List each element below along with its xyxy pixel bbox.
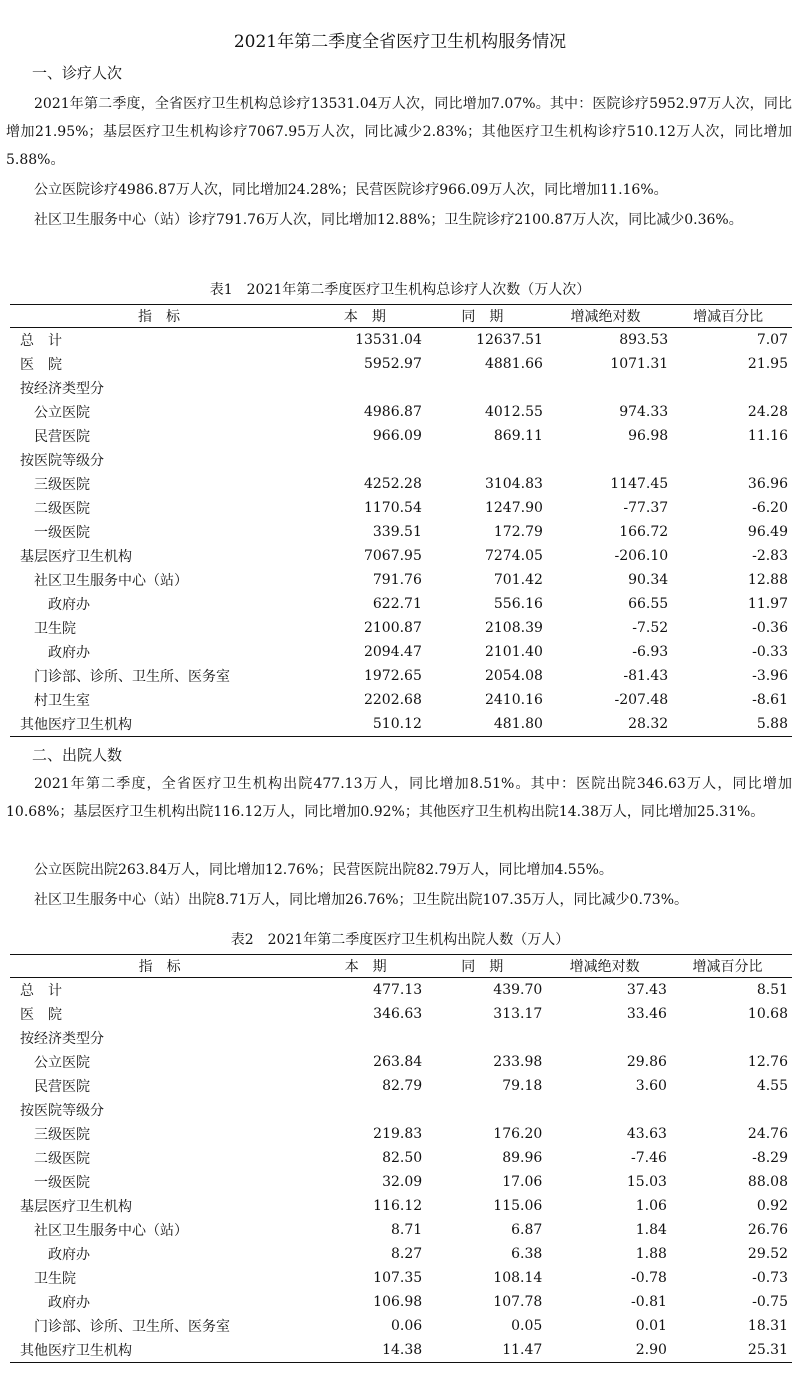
table-row [10, 688, 792, 712]
cell-previous: 3104.83 [484, 476, 543, 492]
cell-percent-change: 8.51 [756, 982, 788, 998]
table1-header-absolute-change: 增减绝对数 [543, 305, 668, 328]
table-row [10, 712, 792, 737]
cell-current: 82.50 [382, 1150, 423, 1166]
cell-current [309, 1098, 422, 1122]
cell-percent-change: 26.76 [747, 1222, 788, 1238]
cell-absolute-change [542, 1026, 667, 1050]
cell-previous: 869.11 [493, 428, 543, 444]
cell-current: 106.98 [373, 1294, 423, 1310]
cell-current: 13531.04 [355, 332, 422, 348]
cell-percent-change: 25.31 [667, 1338, 792, 1363]
table-row [10, 352, 792, 376]
cell-current [308, 376, 422, 400]
cell-current: 219.83 [373, 1126, 423, 1142]
section2-heading: 二、出院人数 [32, 746, 123, 764]
table2-header-row [10, 955, 792, 978]
table-row [10, 1170, 792, 1194]
cell-percent-change: 21.95 [747, 356, 788, 372]
row-label: 其他医疗卫生机构 [10, 712, 308, 737]
table-row [10, 1026, 792, 1050]
table1-header-percent-change: 增减百分比 [668, 305, 792, 328]
cell-current [308, 448, 422, 472]
cell-percent-change: 24.28 [747, 404, 788, 420]
cell-percent-change: 7.07 [756, 332, 788, 348]
table2-header-absolute-change: 增减绝对数 [542, 955, 667, 978]
table-row [10, 544, 792, 568]
cell-percent-change [668, 448, 792, 472]
cell-current: 622.71 [372, 596, 422, 612]
cell-previous: 4012.55 [484, 404, 543, 420]
cell-absolute-change: -7.46 [631, 1150, 667, 1166]
cell-current: 14.38 [309, 1338, 422, 1363]
row-label: 政府办 [48, 597, 90, 613]
cell-absolute-change: 90.34 [628, 572, 669, 588]
section1-paragraph-3: 社区卫生服务中心（站）诊疗791.76万人次，同比增加12.88%；卫生院诊疗2100.87万人次，同比减少0.36%。 [34, 212, 743, 228]
cell-absolute-change [543, 376, 668, 400]
cell-percent-change: 11.97 [747, 596, 788, 612]
section1-heading: 一、诊疗人次 [32, 64, 123, 82]
cell-percent-change: 24.76 [747, 1126, 788, 1142]
table-row [10, 664, 792, 688]
cell-previous [422, 1098, 542, 1122]
document-title: 2021年第二季度全省医疗卫生机构服务情况 [233, 32, 567, 52]
cell-absolute-change: 974.33 [619, 404, 669, 420]
cell-percent-change: 18.31 [747, 1318, 788, 1334]
table2-body [10, 978, 792, 1363]
cell-absolute-change: 33.46 [626, 1006, 667, 1022]
cell-percent-change [668, 376, 792, 400]
row-label: 一级医院 [34, 525, 90, 541]
cell-percent-change: -0.73 [752, 1270, 788, 1286]
table2-header-previous: 同 期 [422, 955, 542, 978]
cell-percent-change: -0.75 [752, 1294, 788, 1310]
row-label: 按经济类型分 [20, 381, 104, 397]
cell-absolute-change: -7.52 [632, 620, 669, 636]
table1-caption: 表1 2021年第二季度医疗卫生机构总诊疗人次数（万人次） [209, 282, 591, 298]
table-row [10, 328, 792, 353]
row-label: 卫生院 [34, 621, 76, 637]
cell-absolute-change: -0.81 [631, 1294, 667, 1310]
cell-previous: 2054.08 [484, 668, 543, 684]
table1-header-row [10, 305, 792, 328]
cell-percent-change [667, 1026, 792, 1050]
row-label: 三级医院 [34, 1127, 90, 1143]
cell-previous: 313.17 [493, 1006, 543, 1022]
cell-absolute-change: 96.98 [628, 428, 669, 444]
section1-paragraph-1: 2021年第二季度，全省医疗卫生机构总诊疗13531.04万人次，同比增加7.07%。其中：医院诊疗5952.97万人次，同比增加21.95%；基层医疗卫生机构诊疗7067.95万人次，同比减少2.83%；其他医疗卫生机构诊疗510.12万人次，同比增加5.88%。 [6, 96, 792, 168]
row-label: 总 计 [20, 983, 62, 999]
table-row [10, 1314, 792, 1338]
section2-paragraph-3: 社区卫生服务中心（站）出院8.71万人，同比增加26.76%；卫生院出院107.35万人，同比减少0.73%。 [34, 892, 689, 908]
row-label: 政府办 [48, 645, 90, 661]
table-row [10, 1266, 792, 1290]
cell-previous [422, 376, 543, 400]
row-label: 基层医疗卫生机构 [20, 1199, 132, 1215]
cell-absolute-change: 3.60 [635, 1078, 667, 1094]
cell-previous: 2108.39 [484, 620, 543, 636]
cell-previous: 2101.40 [484, 644, 543, 660]
cell-percent-change [667, 1098, 792, 1122]
cell-absolute-change: -207.48 [614, 692, 669, 708]
cell-absolute-change: -0.78 [631, 1270, 667, 1286]
row-label: 二级医院 [34, 501, 90, 517]
table-row [10, 978, 792, 1003]
cell-current: 0.06 [390, 1318, 423, 1334]
cell-current: 510.12 [308, 712, 422, 737]
row-label: 总 计 [20, 333, 62, 349]
table1-header-previous: 同 期 [422, 305, 543, 328]
table-row [10, 592, 792, 616]
cell-percent-change: 12.88 [747, 572, 788, 588]
cell-previous: 0.05 [511, 1318, 543, 1334]
cell-absolute-change: 15.03 [626, 1174, 667, 1190]
table2-caption: 表2 2021年第二季度医疗卫生机构出院人数（万人） [230, 932, 570, 948]
cell-current: 791.76 [372, 572, 422, 588]
cell-percent-change: 4.55 [756, 1078, 788, 1094]
cell-absolute-change: 28.32 [543, 712, 668, 737]
cell-absolute-change: -6.93 [632, 644, 669, 660]
cell-previous: 79.18 [502, 1078, 543, 1094]
cell-previous: 11.47 [422, 1338, 542, 1363]
cell-current: 346.63 [373, 1006, 423, 1022]
table-row [10, 1050, 792, 1074]
cell-previous: 172.79 [493, 524, 543, 540]
cell-percent-change: 10.68 [747, 1006, 788, 1022]
table-row [10, 1338, 792, 1363]
cell-previous: 2410.16 [484, 692, 543, 708]
table1-header-current: 本 期 [308, 305, 422, 328]
cell-absolute-change: 37.43 [626, 982, 667, 998]
table1-header-indicator: 指 标 [10, 305, 308, 328]
cell-previous: 7274.05 [484, 548, 543, 564]
section2-paragraph-1: 2021年第二季度，全省医疗卫生机构出院477.13万人，同比增加8.51%。其中：医院出院346.63万人，同比增加10.68%；基层医疗卫生机构出院116.12万人，同比增加0.92%；其他医疗卫生机构出院14.38万人，同比增加25.31%。 [6, 776, 792, 820]
row-label: 卫生院 [34, 1271, 76, 1287]
table-row [10, 1218, 792, 1242]
row-label: 一级医院 [34, 1175, 90, 1191]
cell-previous: 89.96 [502, 1150, 543, 1166]
cell-percent-change: 0.92 [756, 1198, 788, 1214]
row-label: 门诊部、诊所、卫生所、医务室 [34, 1319, 230, 1335]
cell-current: 82.79 [382, 1078, 423, 1094]
table-row [10, 400, 792, 424]
table-row [10, 1242, 792, 1266]
table-row [10, 376, 792, 400]
row-label: 政府办 [48, 1247, 90, 1263]
cell-current: 339.51 [372, 524, 422, 540]
table2-header-percent-change: 增减百分比 [667, 955, 792, 978]
cell-absolute-change: 1.84 [635, 1222, 667, 1238]
cell-percent-change: -8.61 [752, 692, 788, 708]
cell-previous: 12637.51 [476, 332, 543, 348]
cell-previous: 4881.66 [484, 356, 543, 372]
cell-previous: 481.80 [422, 712, 543, 737]
cell-current: 2202.68 [363, 692, 422, 708]
cell-percent-change: -0.33 [752, 644, 788, 660]
table-row [10, 1290, 792, 1314]
cell-percent-change: 11.16 [747, 428, 788, 444]
cell-previous: 6.87 [511, 1222, 543, 1238]
cell-absolute-change: 2.90 [542, 1338, 667, 1363]
cell-absolute-change: -206.10 [614, 548, 669, 564]
cell-current [309, 1026, 422, 1050]
table-row [10, 1098, 792, 1122]
row-label: 公立医院 [34, 405, 90, 421]
cell-current: 263.84 [373, 1054, 423, 1070]
table-row [10, 640, 792, 664]
cell-previous: 17.06 [502, 1174, 543, 1190]
row-label: 其他医疗卫生机构 [10, 1338, 309, 1363]
cell-percent-change: 12.76 [747, 1054, 788, 1070]
row-label: 社区卫生服务中心（站） [34, 1223, 188, 1239]
cell-current: 2094.47 [363, 644, 422, 660]
table-row [10, 568, 792, 592]
row-label: 门诊部、诊所、卫生所、医务室 [34, 669, 230, 685]
cell-absolute-change: 166.72 [619, 524, 669, 540]
cell-previous: 115.06 [493, 1198, 543, 1214]
cell-previous: 6.38 [511, 1246, 543, 1262]
cell-current: 8.71 [390, 1222, 423, 1238]
cell-absolute-change: 1071.31 [610, 356, 669, 372]
cell-previous: 176.20 [493, 1126, 543, 1142]
cell-current: 1972.65 [363, 668, 422, 684]
cell-current: 7067.95 [363, 548, 422, 564]
table-row [10, 448, 792, 472]
row-label: 二级医院 [34, 1151, 90, 1167]
cell-previous: 439.70 [493, 982, 543, 998]
section2-paragraph-2: 公立医院出院263.84万人，同比增加12.76%；民营医院出院82.79万人，同比增加4.55%。 [34, 862, 613, 878]
cell-current: 116.12 [373, 1198, 423, 1214]
table-row [10, 1074, 792, 1098]
cell-previous [422, 1026, 542, 1050]
table-row [10, 472, 792, 496]
cell-current: 32.09 [382, 1174, 423, 1190]
cell-percent-change: -2.83 [752, 548, 788, 564]
table2-header-current: 本 期 [309, 955, 422, 978]
cell-current: 4252.28 [363, 476, 422, 492]
cell-previous: 107.78 [493, 1294, 543, 1310]
section1-paragraph-2: 公立医院诊疗4986.87万人次，同比增加24.28%；民营医院诊疗966.09万人次，同比增加11.16%。 [34, 182, 668, 198]
cell-absolute-change: 893.53 [619, 332, 669, 348]
cell-current: 1170.54 [363, 500, 422, 516]
row-label: 村卫生室 [34, 693, 90, 709]
cell-current: 966.09 [372, 428, 422, 444]
cell-percent-change: -6.20 [752, 500, 788, 516]
cell-absolute-change: -77.37 [623, 500, 669, 516]
row-label: 政府办 [48, 1295, 90, 1311]
row-label: 按医院等级分 [20, 1103, 104, 1119]
table-row [10, 1146, 792, 1170]
row-label: 按经济类型分 [20, 1031, 104, 1047]
cell-absolute-change: 1.88 [635, 1246, 667, 1262]
row-label: 医 院 [20, 1007, 62, 1023]
table-row [10, 1122, 792, 1146]
cell-current: 2100.87 [363, 620, 422, 636]
row-label: 民营医院 [34, 1079, 90, 1095]
cell-current: 107.35 [373, 1270, 423, 1286]
cell-absolute-change: 29.86 [626, 1054, 667, 1070]
cell-absolute-change: 43.63 [626, 1126, 667, 1142]
cell-percent-change: -3.96 [752, 668, 788, 684]
cell-absolute-change: 0.01 [635, 1318, 667, 1334]
table1-body [10, 328, 792, 737]
cell-previous: 701.42 [493, 572, 543, 588]
table1 [10, 304, 792, 737]
cell-previous: 233.98 [493, 1054, 543, 1070]
row-label: 基层医疗卫生机构 [20, 549, 132, 565]
row-label: 社区卫生服务中心（站） [34, 573, 188, 589]
table-row [10, 1194, 792, 1218]
table2 [10, 954, 792, 1363]
cell-percent-change: 36.96 [747, 476, 788, 492]
cell-absolute-change [542, 1098, 667, 1122]
cell-current: 477.13 [373, 982, 423, 998]
cell-absolute-change: -81.43 [623, 668, 669, 684]
table-row [10, 520, 792, 544]
cell-percent-change: 29.52 [747, 1246, 788, 1262]
cell-absolute-change: 1.06 [635, 1198, 667, 1214]
cell-percent-change: 88.08 [747, 1174, 788, 1190]
cell-percent-change: 5.88 [668, 712, 792, 737]
cell-previous [422, 448, 543, 472]
row-label: 三级医院 [34, 477, 90, 493]
row-label: 公立医院 [34, 1055, 90, 1071]
cell-absolute-change: 1147.45 [610, 476, 669, 492]
table-row [10, 1002, 792, 1026]
cell-percent-change: -8.29 [752, 1150, 788, 1166]
table-row [10, 496, 792, 520]
cell-current: 8.27 [390, 1246, 423, 1262]
row-label: 按医院等级分 [20, 453, 104, 469]
row-label: 民营医院 [34, 429, 90, 445]
cell-current: 5952.97 [363, 356, 422, 372]
cell-percent-change: 96.49 [747, 524, 788, 540]
cell-previous: 108.14 [493, 1270, 543, 1286]
cell-previous: 1247.90 [484, 500, 543, 516]
cell-absolute-change [543, 448, 668, 472]
cell-percent-change: -0.36 [752, 620, 788, 636]
cell-absolute-change: 66.55 [628, 596, 669, 612]
row-label: 医 院 [20, 357, 62, 373]
cell-current: 4986.87 [363, 404, 422, 420]
cell-previous: 556.16 [493, 596, 543, 612]
table2-header-indicator: 指 标 [10, 955, 309, 978]
table-row [10, 424, 792, 448]
table-row [10, 616, 792, 640]
